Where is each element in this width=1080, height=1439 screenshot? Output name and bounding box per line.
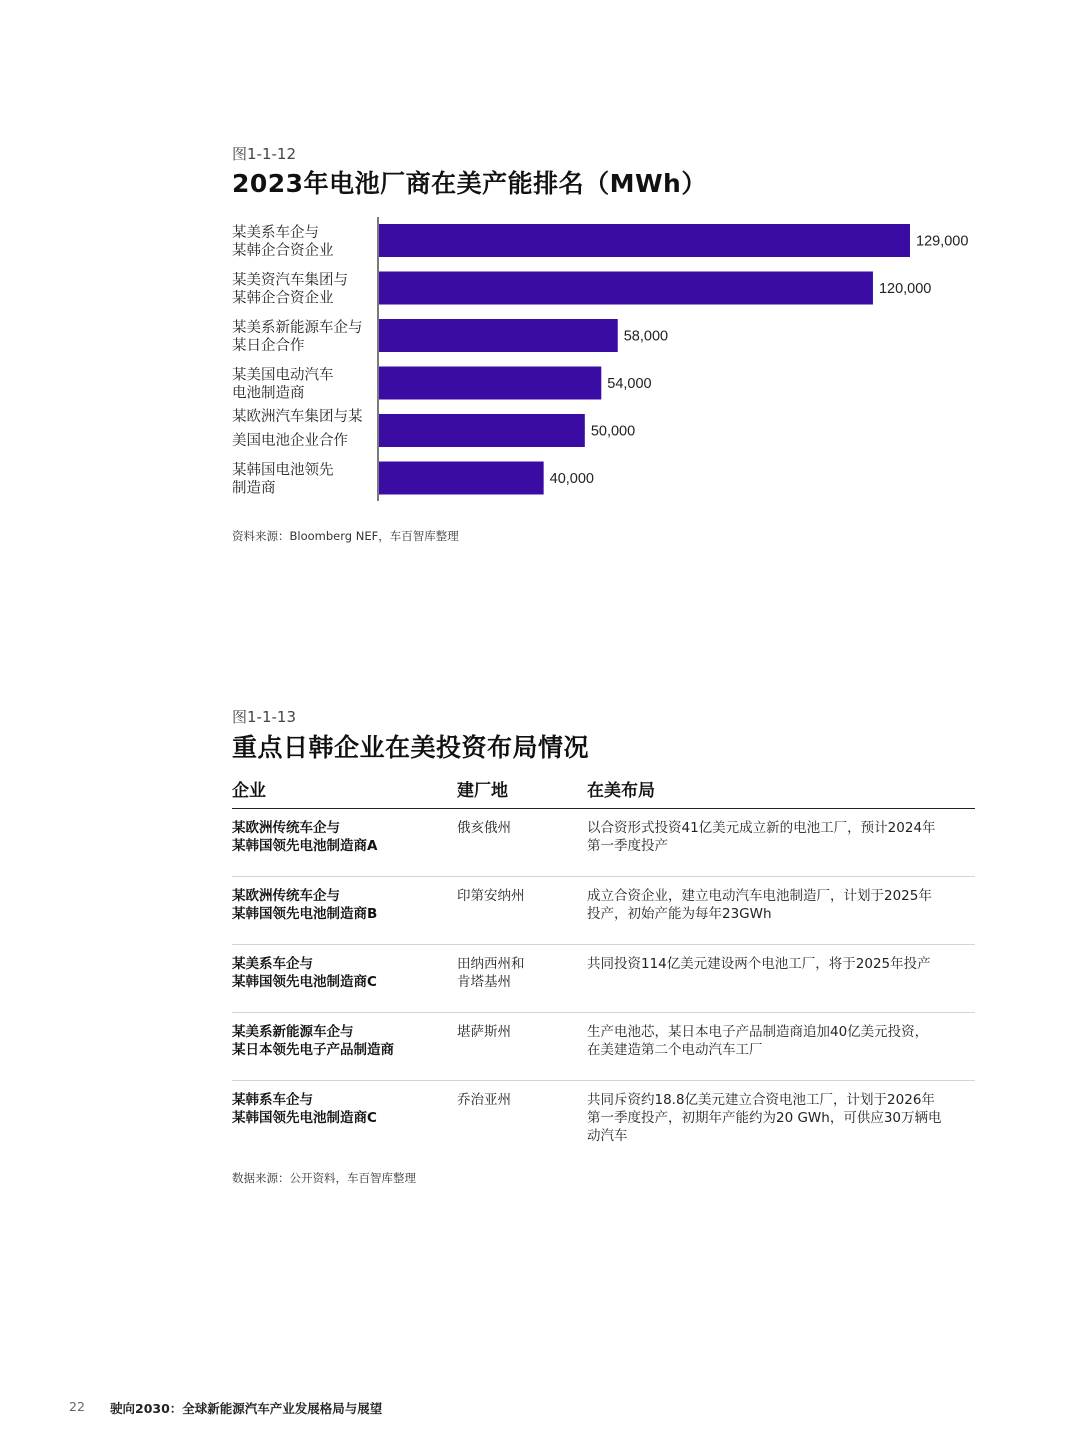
category-label: 某美系新能源车企与	[232, 320, 363, 336]
category-label: 某美资汽车集团与	[232, 272, 348, 289]
table-row	[232, 809, 975, 877]
cell-site: 俄亥俄州	[457, 820, 511, 836]
figure-title: 2023年电池厂商在美产能排名（MWh）	[232, 169, 707, 198]
header-company: 企业	[232, 781, 266, 801]
cell-company: 某欧洲传统车企与 某韩国领先电池制造商B	[232, 888, 378, 922]
cell-layout: 成立合资企业，建立电动汽车电池制造厂，计划于2025年 投产，初始产能为每年23GWh	[587, 888, 932, 922]
header-site: 建厂地	[457, 781, 508, 801]
investment-table	[232, 776, 975, 1161]
cell-company: 某欧洲传统车企与 某韩国领先电池制造商A	[232, 820, 378, 854]
bar	[379, 224, 910, 257]
cell-site: 田纳西州和 肯塔基州	[457, 956, 525, 990]
category-label: 制造商	[232, 480, 276, 497]
table-row	[232, 945, 975, 1013]
cell-company: 某美系车企与 某韩国领先电池制造商C	[232, 956, 377, 990]
chart-source: 资料来源：Bloomberg NEF，车百智库整理	[232, 529, 459, 543]
bar-value-label: 120,000	[878, 281, 932, 297]
table-header	[232, 776, 975, 809]
table-figure-label: 图1-1-13	[232, 708, 296, 726]
cell-layout: 共同投资114亿美元建设两个电池工厂，将于2025年投产	[587, 956, 931, 972]
cell-layout: 以合资形式投资41亿美元成立新的电池工厂，预计2024年 第一季度投产	[587, 820, 936, 854]
bar-value-label: 54,000	[607, 376, 652, 392]
bar	[379, 414, 585, 447]
category-label: 某美系车企与	[232, 225, 319, 241]
header-layout: 在美布局	[587, 781, 655, 801]
cell-company: 某美系新能源车企与 某日本领先电子产品制造商	[232, 1024, 394, 1058]
bar	[379, 367, 601, 400]
cell-site: 印第安纳州	[457, 888, 525, 904]
bar-value-label: 50,000	[590, 423, 636, 440]
category-label: 某韩企合资企业	[232, 290, 334, 307]
bar-value-label: 129,000	[916, 233, 969, 250]
table-row	[232, 1013, 975, 1081]
table-row	[232, 877, 975, 945]
category-label: 美国电池企业合作	[232, 433, 348, 449]
category-label: 电池制造商	[232, 385, 305, 402]
cell-layout: 生产电池芯，某日本电子产品制造商追加40亿美元投资， 在美建造第二个电动汽车工厂	[587, 1024, 929, 1058]
table-source: 数据来源：公开资料，车百智库整理	[232, 1171, 416, 1185]
bar-value-label: 58,000	[623, 328, 669, 345]
table-figure-title: 重点日韩企业在美投资布局情况	[232, 733, 590, 762]
table-row	[232, 1081, 975, 1161]
bar-value-label: 40,000	[549, 471, 595, 487]
category-label: 某欧洲汽车集团与某	[232, 409, 363, 425]
bar	[379, 462, 544, 495]
category-label: 某韩企合资企业	[232, 243, 334, 259]
category-label: 某美国电动汽车	[232, 367, 334, 384]
bar-chart	[0, 0, 1080, 520]
cell-company: 某韩系车企与 某韩国领先电池制造商C	[232, 1092, 377, 1126]
cell-site: 乔治亚州	[457, 1092, 511, 1108]
page-number: 22	[69, 1399, 85, 1414]
figure-label: 图1-1-12	[232, 145, 296, 163]
book-title: 驶向2030：全球新能源汽车产业发展格局与展望	[110, 1401, 383, 1416]
category-label: 某韩国电池领先	[232, 462, 334, 479]
bar	[379, 319, 618, 352]
cell-layout: 共同斥资约18.8亿美元建立合资电池工厂，计划于2026年 第一季度投产，初期年产能约为20 GWh，可供应30万辆电 动汽车	[587, 1092, 942, 1144]
category-label: 某日企合作	[232, 338, 305, 354]
cell-site: 堪萨斯州	[457, 1024, 511, 1040]
bar	[379, 272, 873, 305]
